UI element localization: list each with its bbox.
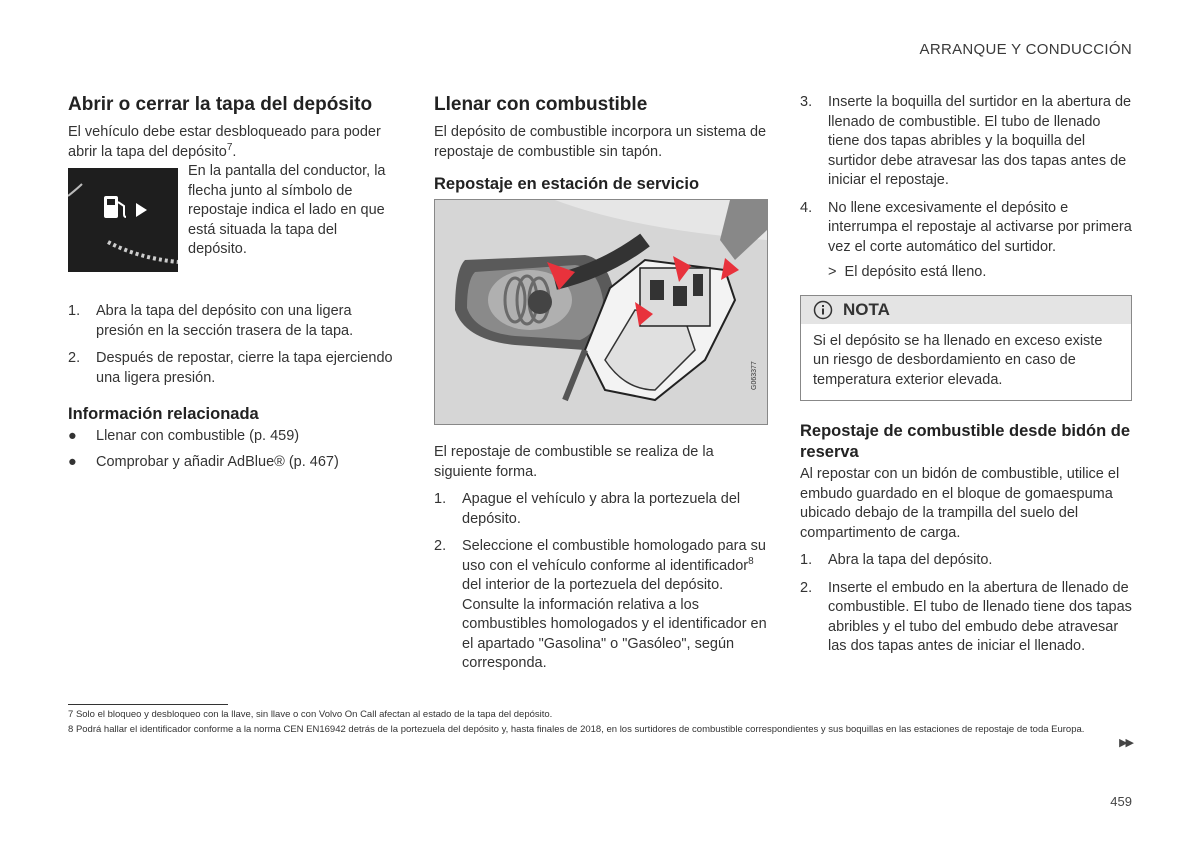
column-fuel-cap <box>68 93 398 478</box>
refuel-title: Llenar con combustible <box>434 94 648 115</box>
footnote-8: 8 Podrá hallar el identificador conforme a la norma CEN EN16942 detrás de la portezuela del depósito y, hasta finales de 2018, en los surtidores de combustible correspondientes y sus boquillas en las estaciones de repostaje de toda Europa. <box>68 724 1085 735</box>
list-item: 1. Apague el vehículo y abra la portezuela del depósito. <box>434 491 741 527</box>
canister-title: Repostaje de combustible desde bidón de reserva <box>800 422 1131 461</box>
list-item: 1. Abra la tapa del depósito con una ligera presión en la sección trasera de la tapa. <box>68 303 354 339</box>
column-refuel-continued <box>800 93 1132 665</box>
canister-intro: Al repostar con un bidón de combustible, utilice el embudo guardado en el bloque de gomaespuma ubicado debajo de la trampilla del suelo del compartimento de carga. <box>800 466 1120 541</box>
station-subtitle: Repostaje en estación de servicio <box>434 175 700 193</box>
note-box <box>800 295 1132 402</box>
note-text: Si el depósito se ha llenado en exceso existe un riesgo de desbordamiento en caso de temperatura exterior elevada. <box>813 332 1103 388</box>
fuel-pump-icon <box>102 194 130 220</box>
footnote-7: 7 Solo el bloqueo y desbloqueo con la llave, sin llave o con Volvo On Call afectan al estado de la tapa del depósito. <box>68 709 553 720</box>
list-item: 2. Inserte el embudo en la abertura de llenado de combustible. El tubo de llenado tiene dos tapas abribles y el tubo del embudo debe atravesar las dos tapas antes de iniciar el llenado. <box>800 579 1132 654</box>
driver-display-figure <box>68 168 178 272</box>
canister-steps <box>800 551 1132 657</box>
figure-code: G063377 <box>751 361 758 390</box>
footnote-divider <box>68 704 228 705</box>
result-line: > El depósito está lleno. <box>828 264 987 280</box>
info-icon <box>813 300 833 320</box>
refuel-steps <box>434 490 770 674</box>
footnote-ref-8[interactable]: 8 <box>748 555 754 567</box>
related-link[interactable]: ● Llenar con combustible (p. 459) <box>68 428 300 444</box>
list-item: 1. Abra la tapa del depósito. <box>800 552 993 568</box>
section-header: ARRANQUE Y CONDUCCIÓN <box>919 41 1132 58</box>
fuel-filler-figure <box>434 199 768 425</box>
result-marker: > <box>828 264 837 280</box>
footnote-ref-7[interactable]: 7 <box>226 141 233 153</box>
gauge-arc <box>68 168 178 272</box>
note-header <box>801 296 1131 324</box>
page-number: 459 <box>1110 794 1132 809</box>
continue-next-page-icon: ▶▶ <box>1119 737 1132 749</box>
fuel-filler-illustration <box>435 200 767 424</box>
fuel-cap-figure-caption: En la pantalla del conductor, la flecha junto al símbolo de repostaje indica el lado en que está situada la tapa del depósito. <box>188 163 386 257</box>
fuel-cap-steps <box>68 302 398 388</box>
column-refuel <box>434 93 770 682</box>
related-links <box>68 427 398 472</box>
arrow-right-icon <box>134 202 148 218</box>
list-item: 3. Inserte la boquilla del surtidor en la abertura de llenado de combustible. El tubo de llenado tiene dos tapas abribles y la boquilla del surtidor debe atravesar las dos tapas antes de iniciar el repostaje. <box>800 94 1132 188</box>
list-item: 4. No llene excesivamente el depósito e interrumpa el repostaje al activarse por primera vez el corte automático del surtidor. <box>800 199 1132 255</box>
fuel-cap-intro: El vehículo debe estar desbloqueado para poder abrir la tapa del depósito$^7$. <box>68 124 381 160</box>
refuel-intro: El depósito de combustible incorpora un sistema de repostaje de combustible sin tapón. <box>434 124 767 160</box>
related-info-title: Información relacionada <box>68 405 259 423</box>
note-title: NOTA <box>843 299 890 319</box>
refuel-lead: El repostaje de combustible se realiza de la siguiente forma. <box>434 444 714 480</box>
list-item: 2. Después de repostar, cierre la tapa ejerciendo una ligera presión. <box>68 350 393 386</box>
list-item: 2. Seleccione el combustible homologado para su uso con el vehículo conforme al identificador$^8$ del interior de la portezuela del depósito. Consulte la información relativa a los combustibles homologados y el identificador en el apartado "Gasolina" o "Gasóleo", según corresponda. <box>434 538 767 671</box>
fuel-cap-title: Abrir o cerrar la tapa del depósito <box>68 94 373 115</box>
related-link[interactable]: ● Comprobar y añadir AdBlue® (p. 467) <box>68 453 339 470</box>
refuel-steps-continued <box>800 93 1132 257</box>
